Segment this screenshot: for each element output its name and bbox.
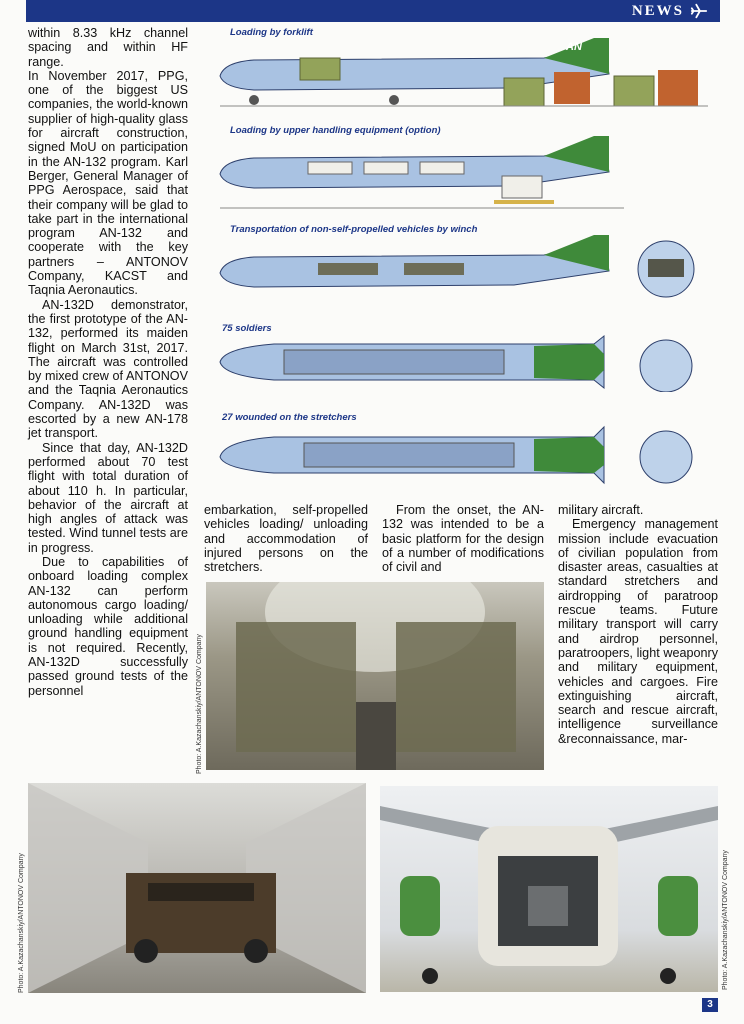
forklift-loading-diagram	[214, 36, 714, 112]
diagram-label-forklift: Loading by forklift	[230, 27, 313, 38]
vehicle-cargo-hold-photo	[28, 783, 366, 993]
text-column-right	[558, 503, 718, 746]
upper-handling-diagram	[214, 134, 634, 210]
diagram-label-upper: Loading by upper handling equipment (option)	[230, 125, 441, 136]
paragraph: Since that day, AN-132D performed about 70 test flight with total duration of about 110 h. In particular, behavior of the aircraft at high angles of attack was tested. Wind tunnel tests are in progress.	[28, 440, 188, 555]
paragraph: Due to capabilities of onboard loading complex AN-132 can perform autonomous cargo loading/ unloading while additional ground handling equipment is not required. Recently, AN-132D successfully passed ground tests of the personnel	[28, 554, 188, 698]
stretchers-layout-diagram	[214, 421, 714, 491]
paragraph: In November 2017, PPG, one of the biggest US companies, the world-known supplier of high-quality glass for aircraft construction, signed MoU on participation in the AN-132 program. Karl Berger, General Manager of PPG Aerospace, said that their company will be glad to take part in the international program AN-132 and cooperate with the key partners – ANTONOV Company, KACST and Taqnia Aeronautics.	[28, 68, 188, 298]
paragraph: Emergency management mission include evacuation of civilian population from disaster areas, casualties at standard stretchers and airdropping of paratroop rescue teams. Future military transport will carry and airdrop personnel, paratroopers, light weaponry and military equipment, vehicles and cargoes. Fire extinguishing aircraft, search and rescue aircraft, intelligence surveillance &reconnaissance, mar-	[558, 517, 718, 746]
tail-marking: AN	[566, 41, 582, 53]
photo-credit: Photo: A.Kazachanskiy/ANTONOV Company	[722, 850, 729, 990]
aircraft-rear-photo	[380, 786, 718, 992]
text-column-left	[28, 26, 188, 698]
airplane-icon	[690, 2, 708, 20]
text-column-mid-2	[382, 503, 544, 574]
paragraph: From the onset, the AN-132 was intended to be a basic platform for the design of a number of modifications of civil and	[382, 503, 544, 575]
soldiers-layout-diagram	[214, 332, 714, 392]
diagram-label-soldiers: 75 soldiers	[222, 323, 272, 334]
soldiers-cabin-photo	[206, 582, 544, 770]
news-header-bar	[26, 0, 720, 22]
diagram-label-winch: Transportation of non-self-propelled vehicles by winch	[230, 224, 478, 235]
section-title: NEWS	[631, 3, 684, 19]
text-column-mid-1	[204, 503, 368, 574]
diagram-label-wounded: 27 wounded on the stretchers	[222, 412, 357, 423]
paragraph: within 8.33 kHz channel spacing and within HF range.	[28, 26, 188, 69]
page-number: 3	[702, 998, 718, 1012]
paragraph: AN-132D demonstrator, the first prototype of the AN-132, performed its maiden flight on March 31st, 2017. The aircraft was controlled by mixed crew of ANTONOV and the Taqnia Aeronautics Company. AN-132D was escorted by a new AN-178 jet transport.	[28, 297, 188, 441]
winch-transport-diagram	[214, 233, 714, 303]
photo-credit: Photo: A.Kazachanskiy/ANTONOV Company	[18, 853, 25, 993]
photo-credit: Photo: A.Kazachanskiy/ANTONOV Company	[196, 634, 203, 774]
paragraph: military aircraft.	[558, 503, 644, 517]
paragraph: embarkation, self-propelled vehicles loading/ unloading and accommodation of injured persons on the stretchers.	[204, 503, 368, 575]
